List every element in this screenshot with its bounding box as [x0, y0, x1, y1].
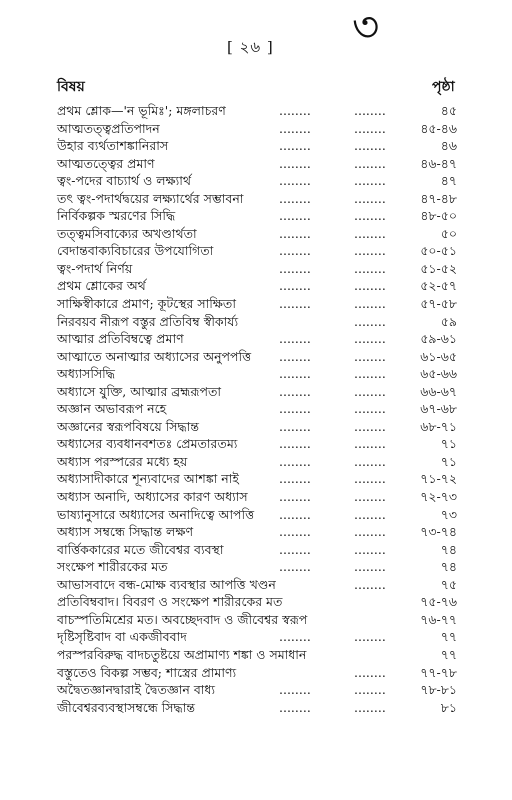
toc-entry-title: অধ্যাসে যুক্তি, আত্মার ব্রহ্মরূপতা [57, 383, 221, 399]
leader-dots: ........ [354, 103, 386, 118]
toc-entry-title: তত্ত্বমসিবাক্যের অখণ্ডার্থতা [57, 225, 197, 241]
toc-entry-pages: ৭৩ [440, 506, 457, 522]
leader-dots: ........ [354, 664, 386, 680]
leader-dots: ........ [279, 682, 311, 698]
toc-entry-title: তৎ ত্বং-পদার্থদ্বয়ের লক্ষ্যার্থের সম্ভাবনা [57, 190, 244, 206]
toc-row [57, 628, 457, 646]
toc-entry-title: সংক্ষেপ শারীরকের মত [57, 559, 168, 575]
leader-dots: ........ [354, 190, 386, 206]
toc-row [57, 593, 457, 611]
toc-row [57, 295, 457, 313]
toc-row [57, 277, 457, 295]
toc-entry-title: বাচস্পতিমিশ্রের মত। অবচ্ছেদবাদ ও জীবেশ্বর স্বরূপ [57, 611, 308, 627]
leader-dots: ........ [354, 401, 386, 417]
toc-entry-title: নিরবয়ব নীরূপ বস্তুর প্রতিবিম্ব স্বীকার্য্য [57, 313, 239, 329]
leader-dots: ........ [354, 225, 386, 241]
leader-dots: ........ [279, 506, 311, 522]
leader-dots: ........ [354, 243, 386, 259]
toc-entry-pages: ৫০-৫১ [420, 243, 457, 259]
leader-dots: ........ [279, 243, 311, 259]
toc-entry-title: প্রথম শ্লোক—'ন ভূমিঃ'; মঙ্গলাচরণ [57, 103, 226, 118]
leader-dots: ........ [354, 489, 386, 505]
leader-dots: ........ [354, 383, 386, 399]
toc-row [57, 506, 457, 524]
toc-row [57, 260, 457, 278]
leader-dots: ........ [354, 541, 386, 557]
leader-dots: ........ [354, 524, 386, 540]
leader-dots: ........ [279, 471, 311, 487]
toc-row [57, 207, 457, 225]
leader-dots: ........ [279, 103, 311, 118]
toc-entry-pages: ৭৮-৮১ [420, 682, 457, 698]
leader-dots: ........ [354, 155, 386, 171]
toc-entry-pages: ৪৮-৫০ [420, 208, 457, 224]
leader-dots: ........ [354, 313, 386, 329]
toc-row [57, 470, 457, 488]
leader-dots: ........ [354, 173, 386, 189]
leader-dots: ........ [279, 173, 311, 189]
toc-row [57, 155, 457, 173]
toc-entry-pages: ৭৪ [440, 559, 457, 575]
toc-entry-pages: ৭১-৭২ [420, 471, 457, 487]
toc-entry-title: জীবেশ্বরব্যবস্থাসম্বন্ধে সিদ্ধান্ত [57, 699, 195, 715]
toc-row [57, 699, 457, 717]
toc-entry-pages: ৫২-৫৭ [420, 278, 457, 294]
toc-entry-title: আত্মতত্ত্বের প্রমাণ [57, 155, 155, 171]
leader-dots: ........ [354, 366, 386, 382]
leader-dots: ........ [354, 682, 386, 698]
toc-entry-pages: ৬৮-৭১ [420, 418, 457, 434]
toc-row [57, 313, 457, 331]
toc-entry-title: অজ্ঞানের স্বরূপবিষয়ে সিদ্ধান্ত [57, 418, 199, 434]
leader-dots: ........ [279, 524, 311, 540]
leader-dots: ........ [279, 453, 311, 469]
leader-dots: ........ [279, 436, 311, 452]
toc-entry-title: বস্তুতেও বিকল্প সম্ভব; শাস্ত্রের প্রামাণ্য [57, 664, 237, 680]
toc-row [57, 576, 457, 594]
leader-dots: ........ [354, 331, 386, 347]
toc-entry-pages: ৭৫-৭৬ [420, 594, 457, 610]
toc-row [57, 681, 457, 699]
toc-entry-pages: ৪৬-৪৭ [420, 155, 457, 171]
toc-entry-title: আত্মার প্রতিবিম্বত্বে প্রমাণ [57, 331, 184, 347]
toc-entry-pages: ৫০ [440, 225, 457, 241]
toc-entry-pages: ৬৫-৬৬ [420, 366, 457, 382]
toc-entry-pages: ৬৬-৬৭ [420, 383, 457, 399]
toc-entry-title: অদ্বৈতজ্ঞানদ্বারাই দ্বৈতজ্ঞান বাধ্য [57, 682, 216, 698]
toc-entry-pages: ৭৭-৭৮ [420, 664, 457, 680]
toc-entry-title: অধ্যাস অনাদি, অধ্যাসের কারণ অধ্যাস [57, 489, 248, 505]
leader-dots: ........ [354, 120, 386, 136]
toc-entry-title: অধ্যাসসিদ্ধি [57, 366, 115, 382]
toc-row [57, 435, 457, 453]
toc-entry-title: অধ্যাস সম্বন্ধে সিদ্ধান্ত লক্ষণ [57, 524, 194, 540]
leader-dots: ........ [354, 260, 386, 276]
leader-dots: ........ [354, 576, 386, 592]
toc-row [57, 523, 457, 541]
toc-row [57, 120, 457, 138]
toc-entry-title: প্রথম শ্লোকের অর্থ [57, 278, 146, 294]
leader-dots: ........ [354, 296, 386, 312]
toc-row [57, 400, 457, 418]
toc-row [57, 418, 457, 436]
leader-dots: ........ [279, 348, 311, 364]
leader-dots: ........ [279, 138, 311, 154]
toc-row [57, 664, 457, 682]
toc-entry-title: বার্ত্তিককারের মতে জীবেশ্বর ব্যবস্থা [57, 541, 224, 557]
leader-dots: ........ [354, 348, 386, 364]
toc-entry-pages: ৪৫-৪৬ [420, 120, 457, 136]
toc-entry-title: অধ্যাস পরস্পরের মধ্যে হয় [57, 453, 188, 469]
toc-entry-title: উহার ব্যর্থতাশঙ্কানিরাস [57, 138, 169, 154]
leader-dots: ........ [279, 489, 311, 505]
table-of-contents [57, 102, 457, 716]
toc-entry-title: ভাষ্যানুসারে অধ্যাসের অনাদিত্বে আপত্তি [57, 506, 255, 522]
toc-row [57, 137, 457, 155]
toc-row [57, 646, 457, 664]
leader-dots: ........ [279, 541, 311, 557]
toc-row [57, 102, 457, 120]
toc-row [57, 383, 457, 401]
leader-dots: ........ [354, 436, 386, 452]
toc-entry-pages: ৪৭-৪৮ [420, 190, 457, 206]
toc-entry-pages: ৭১ [440, 436, 457, 452]
leader-dots: ........ [279, 629, 311, 645]
leader-dots: ........ [354, 699, 386, 715]
toc-row [57, 611, 457, 629]
leader-dots: ........ [354, 629, 386, 645]
toc-entry-title: অধ্যাসাদীকারে শূন্যবাদের আশঙ্কা নাই [57, 471, 239, 487]
leader-dots: ........ [279, 296, 311, 312]
toc-row [57, 330, 457, 348]
toc-entry-title: প্রতিবিম্ববাদ। বিবরণ ও সংক্ষেপ শারীরকের মত [57, 594, 283, 610]
toc-entry-pages: ৫৭-৫৮ [420, 296, 457, 312]
toc-entry-title: দৃষ্টিসৃষ্টিবাদ বা একজীববাদ [57, 629, 187, 645]
toc-row [57, 348, 457, 366]
leader-dots: ........ [354, 278, 386, 294]
toc-entry-pages: ৭৭ [440, 646, 457, 662]
leader-dots: ........ [279, 699, 311, 715]
toc-entry-pages: ৭৭ [440, 629, 457, 645]
toc-row [57, 365, 457, 383]
toc-entry-title: পরস্পরবিরুদ্ধ বাদচতুষ্টয়ে অপ্রামাণ্য শঙ্কা ও সমাধান [57, 646, 307, 662]
leader-dots: ........ [279, 260, 311, 276]
toc-row [57, 172, 457, 190]
toc-entry-pages: ৭৪ [440, 541, 457, 557]
corner-mark: ৩ [352, 2, 380, 51]
toc-entry-pages: ৬১-৬৫ [420, 348, 457, 364]
leader-dots: ........ [279, 383, 311, 399]
toc-entry-pages: ৭৩-৭৪ [420, 524, 457, 540]
toc-entry-title: ত্বং-পদার্থ নির্ণয় [57, 260, 133, 276]
leader-dots: ........ [279, 401, 311, 417]
toc-row [57, 541, 457, 559]
leader-dots: ........ [354, 138, 386, 154]
toc-entry-title: আত্মাতে অনাত্মার অধ্যাসের অনুপপত্তি [57, 348, 252, 364]
toc-entry-pages: ৪৫ [440, 103, 457, 118]
toc-entry-pages: ৫১-৫২ [420, 260, 457, 276]
leader-dots: ........ [354, 208, 386, 224]
leader-dots: ........ [279, 278, 311, 294]
leader-dots: ........ [279, 418, 311, 434]
page-number: [ ২৬ ] [227, 38, 274, 56]
leader-dots: ........ [279, 559, 311, 575]
toc-row [57, 488, 457, 506]
leader-dots: ........ [279, 120, 311, 136]
leader-dots: ........ [279, 155, 311, 171]
leader-dots: ........ [354, 559, 386, 575]
toc-entry-title: অজ্ঞান অভাবরূপ নহে [57, 401, 167, 417]
column-header-page: পৃষ্ঠা [432, 79, 455, 95]
toc-row [57, 242, 457, 260]
toc-row [57, 225, 457, 243]
toc-entry-pages: ৭৬-৭৭ [420, 611, 457, 627]
toc-row [57, 190, 457, 208]
toc-entry-pages: ৪৬ [440, 138, 457, 154]
toc-entry-pages: ৭১ [440, 453, 457, 469]
toc-entry-title: ত্বং-পদের বাচ্যার্থ ও লক্ষ্যার্থ [57, 173, 192, 189]
toc-row [57, 453, 457, 471]
toc-entry-pages: ৮১ [440, 699, 457, 715]
toc-entry-title: অধ্যাসের ব্যবধানবশতঃ প্রেমতারতম্য [57, 436, 238, 452]
toc-entry-title: আত্মতত্ত্বপ্রতিপাদন [57, 120, 160, 136]
leader-dots: ........ [279, 225, 311, 241]
toc-entry-pages: ৫৯ [440, 313, 457, 329]
toc-entry-title: সাক্ষিস্বীকারে প্রমাণ; কূটস্থের সাক্ষিতা [57, 296, 236, 312]
leader-dots: ........ [354, 453, 386, 469]
leader-dots: ........ [354, 471, 386, 487]
leader-dots: ........ [279, 208, 311, 224]
toc-entry-title: আভাসবাদে বন্ধ-মোক্ষ ব্যবস্থার আপত্তি খণ্ডন [57, 576, 276, 592]
leader-dots: ........ [354, 418, 386, 434]
toc-entry-pages: ৫৯-৬১ [420, 331, 457, 347]
toc-entry-pages: ৭৫ [440, 576, 457, 592]
toc-entry-pages: ৪৭ [440, 173, 457, 189]
leader-dots: ........ [279, 331, 311, 347]
column-header-subject: বিষয় [57, 79, 85, 95]
toc-entry-pages: ৭২-৭৩ [420, 489, 457, 505]
toc-row [57, 558, 457, 576]
toc-entry-pages: ৬৭-৬৮ [420, 401, 457, 417]
toc-entry-title: বেদান্তবাক্যবিচারের উপযোগিতা [57, 243, 214, 259]
leader-dots: ........ [279, 190, 311, 206]
leader-dots: ........ [279, 366, 311, 382]
toc-entry-title: নির্বিকল্পক স্মরণের সিদ্ধি [57, 208, 176, 224]
leader-dots: ........ [354, 506, 386, 522]
